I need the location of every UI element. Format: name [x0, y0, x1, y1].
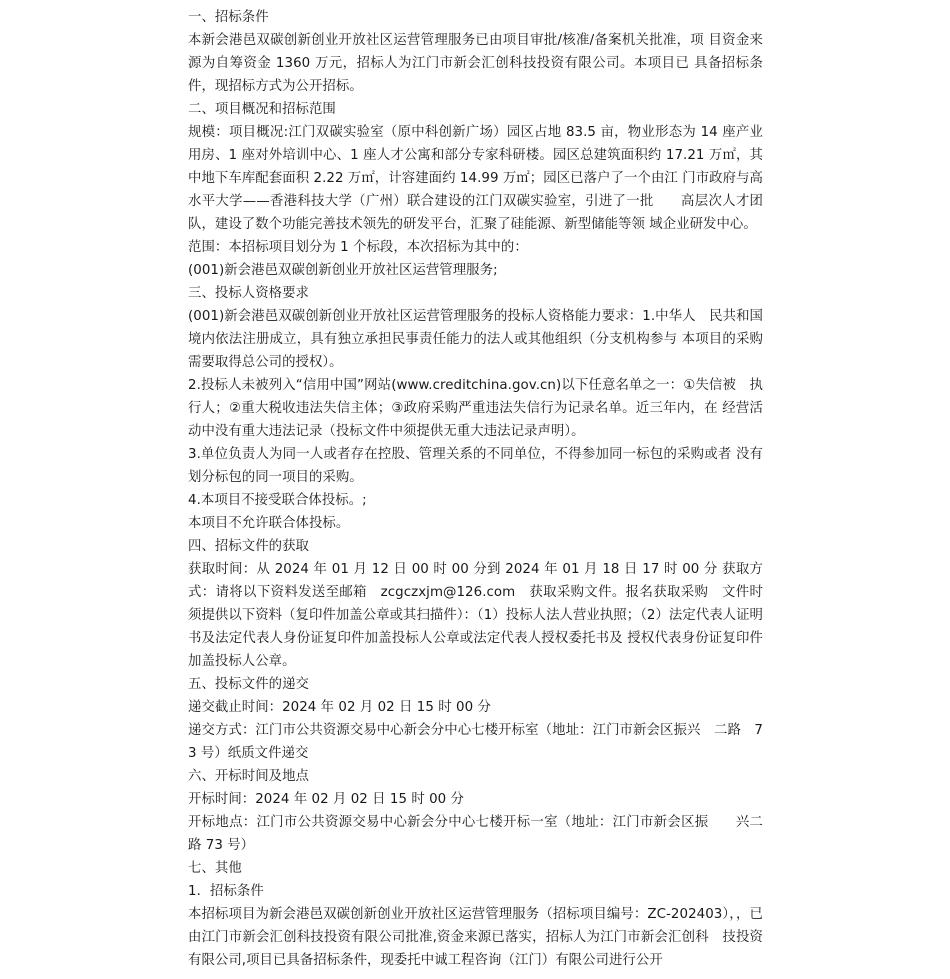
- subheading-tender-conditions: 1．招标条件: [188, 884, 264, 899]
- heading-bid-submission: 五、投标文件的递交: [188, 677, 309, 692]
- paragraph-project-approval: 本新会港邑双碳创新创业开放社区运营管理服务已由项目审批/核准/备案机关批准，项 目资金来源为自筹资金 1360 万元，招标人为江门市新会汇创科技投资有限公司。本项目已 具备招标条件，现招标方式为公开招标。: [188, 33, 763, 94]
- heading-project-overview: 二、项目概况和招标范围: [188, 102, 336, 117]
- paragraph-opening-location: 开标地点：江门市公共资源交易中心新会分中心七楼开标一室（地址：江门市新会区振 兴二路 73 号）: [188, 815, 763, 853]
- paragraph-qualification-1: (001)新会港邑双碳创新创业开放社区运营管理服务的投标人资格能力要求：1.中华人 民共和国境内依法注册成立，具有独立承担民事责任能力的法人或其他组织（分支机构参与 本项目的采购需要取得总公司的授权）。: [188, 309, 763, 370]
- paragraph-submission-deadline: 递交截止时间：2024 年 02 月 02 日 15 时 00 分: [188, 700, 491, 715]
- paragraph-tender-scope: 范围：本招标项目划分为 1 个标段，本次招标为其中的：: [188, 240, 528, 255]
- paragraph-qualification-4: 4.本项目不接受联合体投标。;: [188, 493, 367, 508]
- paragraph-lot-001: (001)新会港邑双碳创新创业开放社区运营管理服务;: [188, 263, 498, 278]
- document-body: [188, 6, 763, 972]
- paragraph-qualification-3: 3.单位负责人为同一人或者存在控股、管理关系的不同单位，不得参加同一标包的采购或者 没有划分标包的同一项目的采购。: [188, 447, 763, 485]
- paragraph-submission-method: 递交方式：江门市公共资源交易中心新会分中心七楼开标室（地址：江门市新会区振兴 二路 73 号）纸质文件递交: [188, 723, 763, 761]
- paragraph-project-scale: 规模：项目概况:江门双碳实验室（原中科创新广场）园区占地 83.5 亩，物业形态为 14 座产业用房、1 座对外培训中心、1 座人才公寓和部分专家科研楼。园区总建筑面积约 17.21 万㎡，其中地下车库配套面积 2.22 万㎡，计容建面约 14.99 万㎡；园区已落户了一个由江 门市政府与高水平大学——香港科技大学（广州）联合建设的江门双碳实验室，引进了一批 高层次人才团队，建设了数个功能完善技术领先的研发平台，汇聚了硅能源、新型储能等领 域企业研发中心。: [188, 125, 763, 232]
- paragraph-no-consortium: 本项目不允许联合体投标。: [188, 516, 350, 531]
- heading-tender-conditions: 一、招标条件: [188, 10, 269, 25]
- paragraph-opening-time: 开标时间：2024 年 02 月 02 日 15 时 00 分: [188, 792, 464, 807]
- paragraph-tender-project-info: 本招标项目为新会港邑双碳创新创业开放社区运营管理服务（招标项目编号：ZC-202403），，已由江门市新会汇创科技投资有限公司批准,资金来源已落实，招标人为江门市新会汇创科 技投资有限公司,项目已具备招标条件，现委托中诚工程咨询（江门）有限公司进行公开: [188, 907, 763, 968]
- paragraph-acquisition-details: 获取时间：从 2024 年 01 月 12 日 00 时 00 分到 2024 年 01 月 18 日 17 时 00 分 获取方式：请将以下资料发送至邮箱 zcgczxjm@126.com 获取采购文件。报名获取采购 文件时须提供以下资料（复印件加盖公章或其扫描件）：（1）投标人法人营业执照；（2）法定代表人证明书及法定代表人身份证复印件加盖投标人公章或法定代表人授权委托书及 授权代表身份证复印件加盖投标人公章。: [188, 562, 763, 669]
- heading-document-acquisition: 四、招标文件的获取: [188, 539, 309, 554]
- heading-bidder-qualifications: 三、投标人资格要求: [188, 286, 309, 301]
- heading-bid-opening: 六、开标时间及地点: [188, 769, 309, 784]
- paragraph-qualification-2: 2.投标人未被列入“信用中国”网站(www.creditchina.gov.cn)以下任意名单之一：①失信被 执行人；②重大税收违法失信主体；③政府采购严重违法失信行为记录名单。近三年内，在 经营活动中没有重大违法记录（投标文件中须提供无重大违法记录声明）。: [188, 378, 763, 439]
- heading-other: 七、其他: [188, 861, 242, 876]
